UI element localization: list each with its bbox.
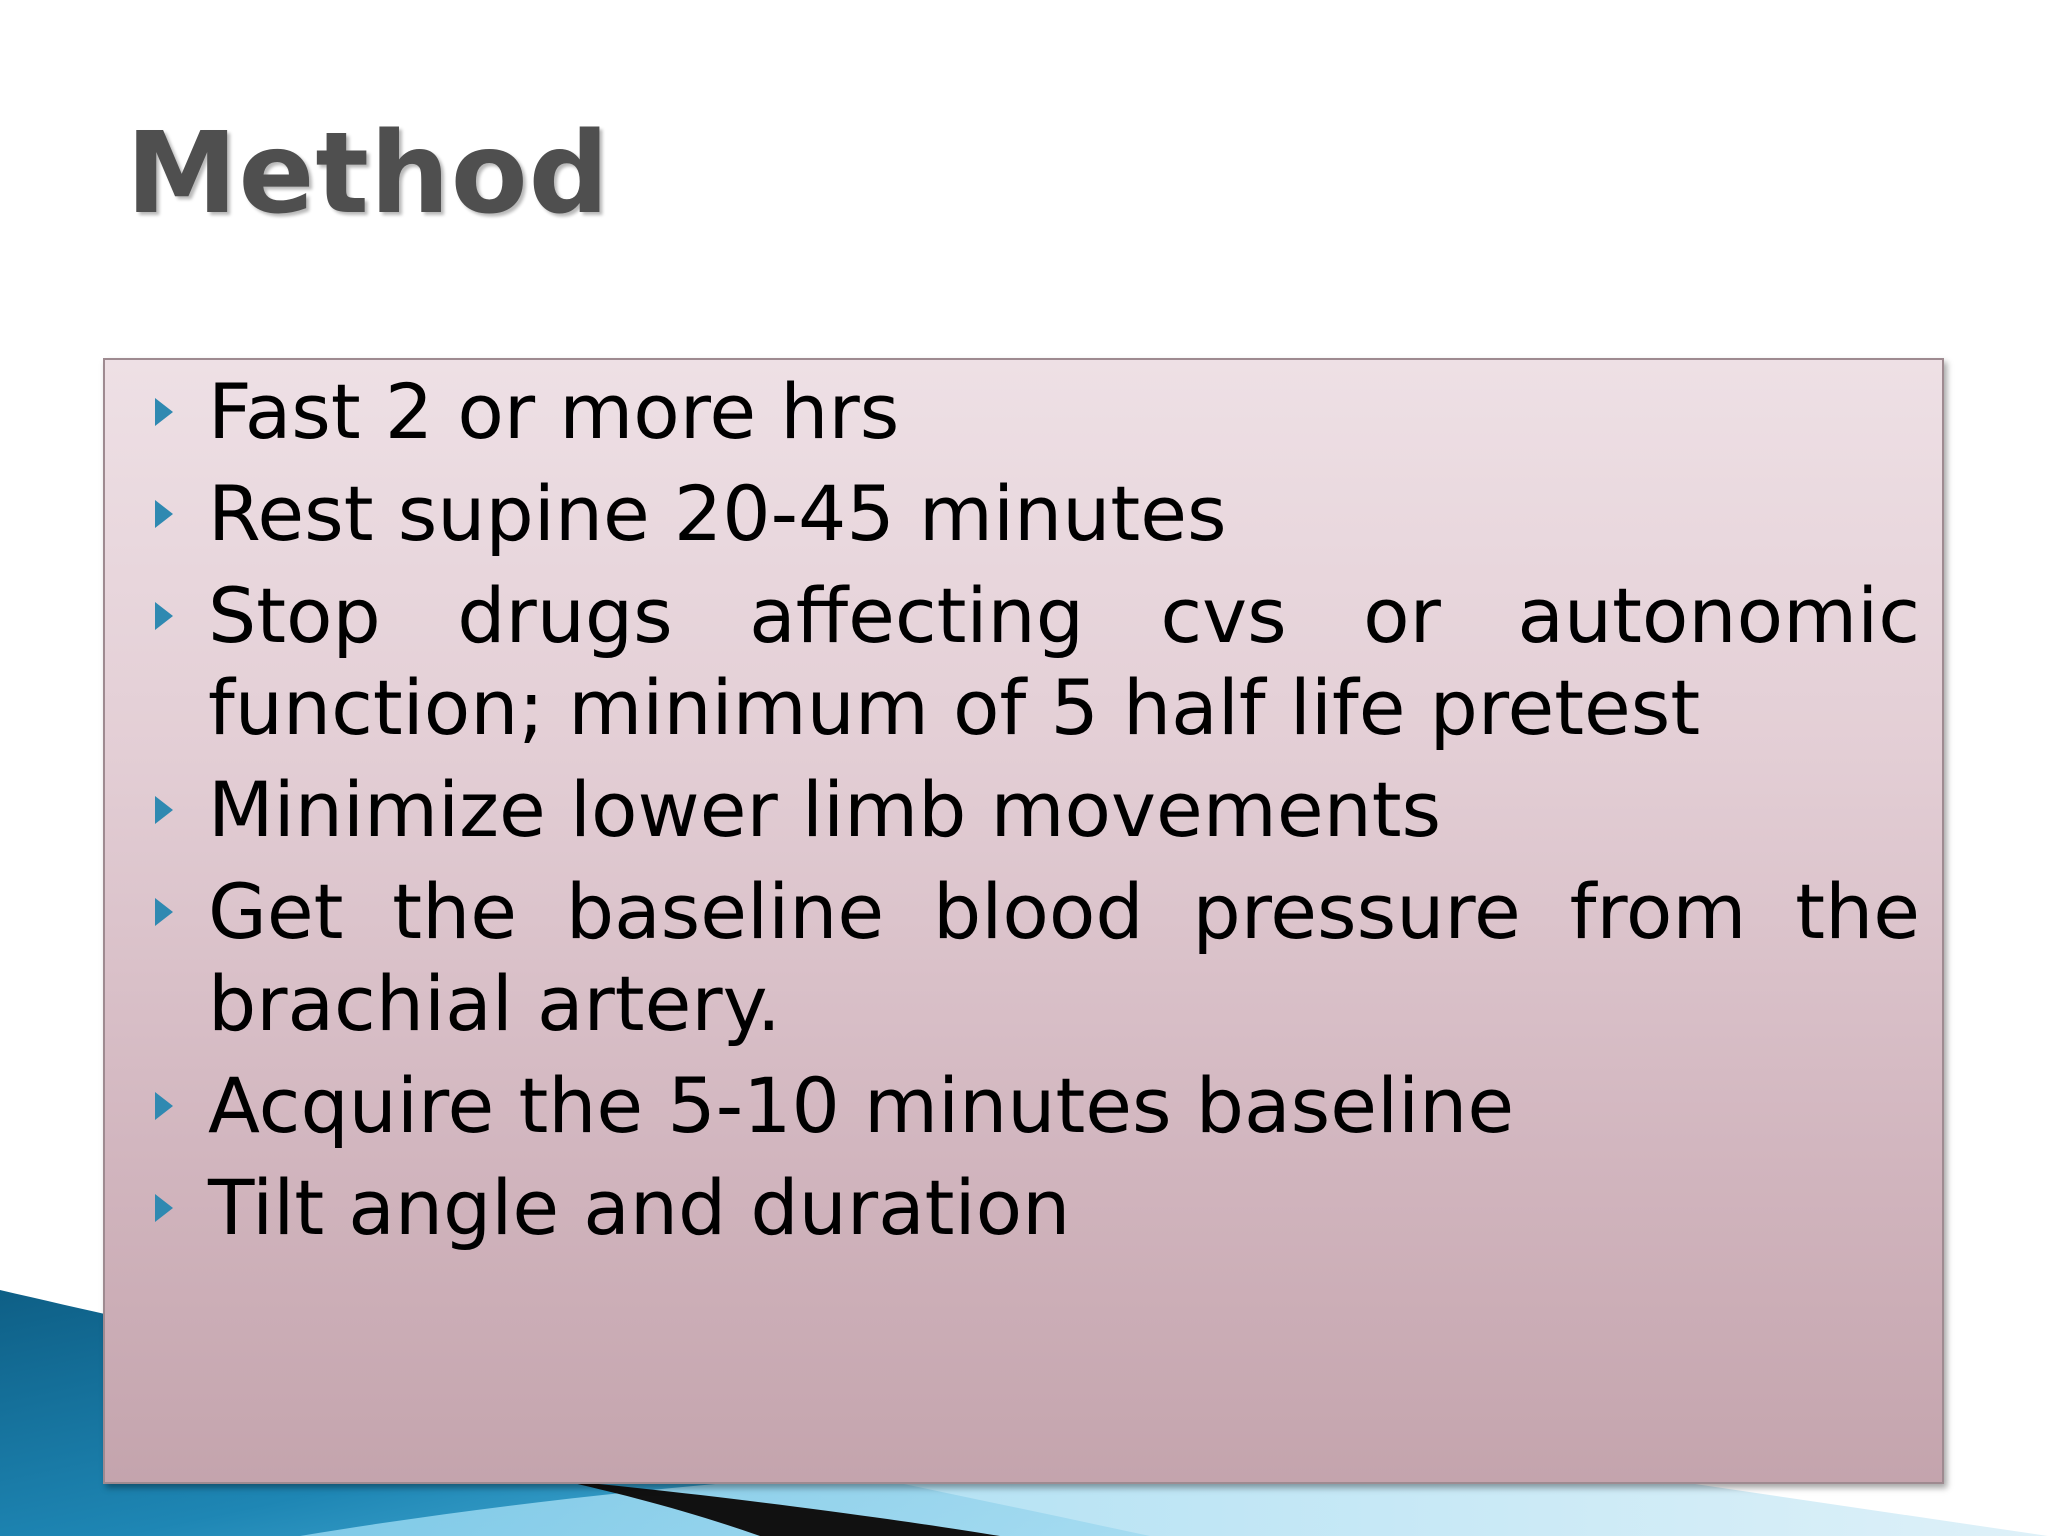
bullet-item-7 — [105, 1162, 1942, 1254]
bullet-text: Acquire the 5-10 minutes baseline — [208, 1061, 1515, 1150]
triangle-right-icon — [155, 398, 173, 426]
bullet-text: Rest supine 20-45 minutes — [208, 469, 1227, 558]
triangle-right-icon — [155, 796, 173, 824]
triangle-right-icon — [155, 1092, 173, 1120]
bullet-item-6 — [105, 1060, 1942, 1152]
bullet-item-4 — [105, 764, 1942, 856]
triangle-right-icon — [155, 602, 173, 630]
bullet-list — [105, 366, 1942, 1264]
content-box — [103, 358, 1944, 1484]
bullet-text: Minimize lower limb movements — [208, 765, 1442, 854]
slide-title: Method — [126, 109, 610, 239]
bullet-text: Tilt angle and duration — [208, 1163, 1071, 1252]
bullet-text: Fast 2 or more hrs — [208, 367, 900, 456]
triangle-right-icon — [155, 500, 173, 528]
bullet-item-1 — [105, 366, 1942, 458]
bullet-item-3 — [105, 570, 1942, 754]
bullet-text: Get the baseline blood pressure from the brachial artery. — [208, 867, 1920, 1048]
triangle-right-icon — [155, 1194, 173, 1222]
bullet-item-2 — [105, 468, 1942, 560]
bullet-item-5 — [105, 866, 1942, 1050]
triangle-right-icon — [155, 898, 173, 926]
bullet-text: Stop drugs affecting cvs or autonomic function; minimum of 5 half life pretest — [208, 571, 1920, 752]
